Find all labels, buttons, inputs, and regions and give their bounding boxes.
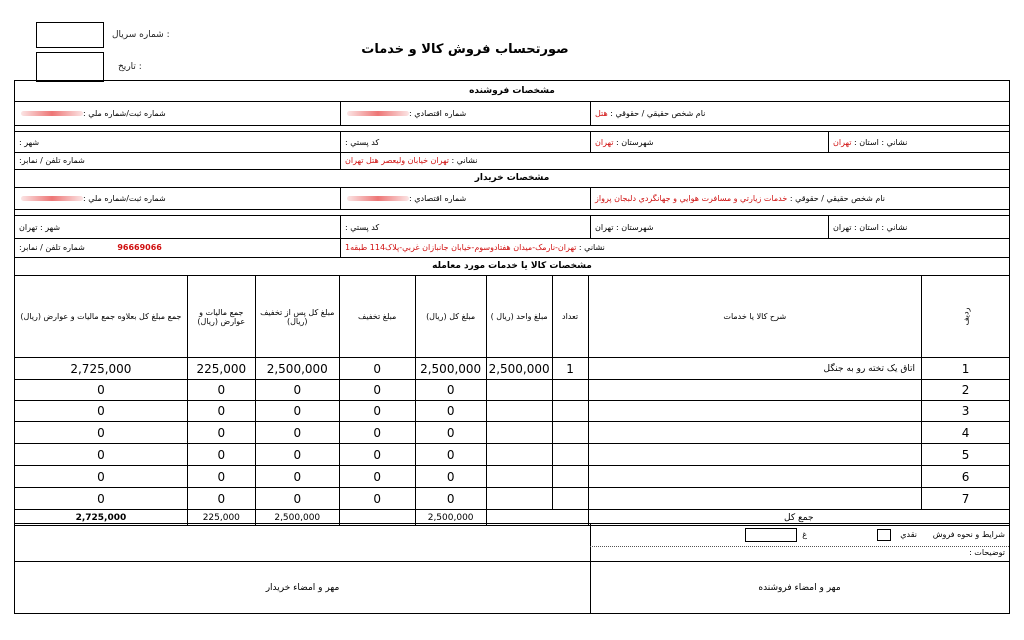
credit-input[interactable] <box>745 528 797 542</box>
cell-qty <box>552 466 588 488</box>
cell-unit <box>486 422 552 444</box>
cell-grand: 0 <box>15 401 188 422</box>
cell-after: 0 <box>255 444 339 466</box>
buyer-county-label: شهرستان : <box>615 222 654 232</box>
seller-county-value: تهران <box>595 137 614 147</box>
cell-unit <box>486 488 552 510</box>
cell-qty <box>552 444 588 466</box>
buyer-province-label: استان : <box>853 222 879 232</box>
buyer-signature-label: مهر و امضاء خريدار <box>265 582 340 593</box>
table-row <box>15 466 1010 488</box>
buyer-name-label: نام شخص حقيقي / حقوقي : <box>789 193 885 203</box>
sum-tax: 225,000 <box>187 510 255 526</box>
buyer-phone-label: شماره تلفن / نمابر: <box>19 242 85 252</box>
buyer-city-cell <box>15 216 348 238</box>
seller-postal-label: کد پستي : <box>345 137 380 147</box>
cell-after: 0 <box>255 488 339 510</box>
sum-after: 2,500,000 <box>255 510 339 526</box>
cell-discount: 0 <box>339 488 415 510</box>
cell-desc <box>588 488 921 510</box>
cell-discount: 0 <box>339 401 415 422</box>
table-row <box>15 380 1010 401</box>
table-row <box>15 444 1010 466</box>
buyer-county-value: تهران <box>595 222 614 232</box>
cell-after: 0 <box>255 466 339 488</box>
seller-full-address-value: تهران خيابان وليعصر هتل تهران <box>345 155 449 165</box>
items-header-row <box>15 276 1010 358</box>
seller-postal-cell <box>340 132 599 152</box>
cell-tax: 0 <box>187 422 255 444</box>
cell-row-number: 2 <box>922 380 1010 401</box>
cell-tax: 0 <box>187 466 255 488</box>
seller-signature-label: مهر و امضاء فروشنده <box>758 582 841 593</box>
seller-name-cell <box>590 101 1009 125</box>
cell-desc <box>588 380 921 401</box>
cell-unit <box>486 444 552 466</box>
cell-desc <box>588 444 921 466</box>
cell-total: 0 <box>415 466 486 488</box>
cell-qty: 1 <box>552 358 588 380</box>
cell-row-number: 5 <box>922 444 1010 466</box>
buyer-row-2 <box>15 215 1009 239</box>
cell-unit <box>486 380 552 401</box>
seller-province-value: تهران <box>833 137 852 147</box>
notes-label: توضيحات : <box>969 548 1005 557</box>
cell-tax: 0 <box>187 488 255 510</box>
redacted-mark <box>21 196 83 201</box>
table-row <box>15 422 1010 444</box>
buyer-row-3 <box>15 237 1009 258</box>
buyer-address-cell <box>340 237 1009 257</box>
terms-label: شرايط و نحوه فروش <box>932 530 1005 539</box>
serial-number-label: شماره سريال : <box>112 30 170 40</box>
cell-unit <box>486 401 552 422</box>
cell-unit: 2,500,000 <box>486 358 552 380</box>
col-desc: شرح کالا يا خدمات <box>588 276 921 358</box>
buyer-phone-cell <box>15 237 348 257</box>
cell-grand: 0 <box>15 488 188 510</box>
cell-grand: 0 <box>15 380 188 401</box>
cell-row-number: 3 <box>922 401 1010 422</box>
seller-phone-cell <box>15 151 348 169</box>
cell-desc <box>588 466 921 488</box>
seller-address-label: نشاني : <box>881 137 908 147</box>
buyer-reg-label: شماره ثبت/شماره ملي : <box>83 193 166 203</box>
invoice-title: صورتحساب فروش کالا و خدمات <box>361 42 569 57</box>
seller-county-cell <box>590 132 837 152</box>
buyer-city-value: تهران <box>19 222 38 232</box>
buyer-name-cell <box>590 187 1009 209</box>
cell-desc <box>588 401 921 422</box>
buyer-city-label: شهر : <box>39 222 61 232</box>
credit-label: غ <box>802 530 807 539</box>
buyer-row-1 <box>15 187 1009 210</box>
cell-row-number: 6 <box>922 466 1010 488</box>
cell-discount: 0 <box>339 380 415 401</box>
seller-city-label: شهر : <box>19 137 40 147</box>
cell-total: 0 <box>415 401 486 422</box>
seller-row-3 <box>15 151 1009 170</box>
cell-qty <box>552 422 588 444</box>
buyer-economic-label: شماره اقتصادي : <box>409 193 467 203</box>
invoice-frame <box>14 80 1010 614</box>
cell-grand: 0 <box>15 422 188 444</box>
cell-qty <box>552 401 588 422</box>
redacted-mark <box>347 196 409 201</box>
date-label: تاريخ : <box>118 62 142 72</box>
cell-unit <box>486 466 552 488</box>
cell-discount: 0 <box>339 466 415 488</box>
seller-full-address-label: نشاني : <box>451 155 478 165</box>
seller-address-cell <box>340 151 1009 169</box>
cell-qty <box>552 488 588 510</box>
buyer-province-value: تهران <box>833 222 852 232</box>
buyer-address-label: نشاني : <box>881 222 908 232</box>
cell-qty <box>552 380 588 401</box>
seller-city-cell <box>15 132 348 152</box>
terms-row <box>590 523 1009 547</box>
col-grand: جمع مبلغ کل بعلاوه جمع ماليات و عوارض (ريال) <box>15 276 188 358</box>
cell-discount: 0 <box>339 444 415 466</box>
cell-total: 0 <box>415 444 486 466</box>
buyer-section-title: مشخصات خريدار <box>15 169 1009 188</box>
buyer-province-cell <box>828 216 1009 238</box>
cell-after: 0 <box>255 422 339 444</box>
items-table <box>14 275 1010 526</box>
redacted-mark <box>347 111 409 116</box>
seller-signature-area[interactable] <box>590 562 1009 613</box>
cell-tax: 0 <box>187 444 255 466</box>
cell-after: 2,500,000 <box>255 358 339 380</box>
table-row <box>15 358 1010 380</box>
cell-total: 2,500,000 <box>415 358 486 380</box>
cell-after: 0 <box>255 380 339 401</box>
col-tax: جمع ماليات و عوارض (ريال) <box>187 276 255 358</box>
col-unit: مبلغ واحد (ريال ) <box>486 276 552 358</box>
cell-after: 0 <box>255 401 339 422</box>
buyer-full-address-label: نشاني : <box>578 242 605 252</box>
cell-row-number: 7 <box>922 488 1010 510</box>
sum-total: 2,500,000 <box>415 510 486 526</box>
buyer-full-address-value: تهران-نارمک-ميدان هفتادوسوم-خيابان جانبازان غربي-پلاک114 طبقه1 <box>345 242 577 252</box>
buyer-signature-area[interactable] <box>15 562 591 613</box>
cell-total: 0 <box>415 422 486 444</box>
cell-tax: 0 <box>187 401 255 422</box>
seller-county-label: شهرستان : <box>615 137 654 147</box>
seller-reg-cell <box>15 101 348 125</box>
buyer-name-value: خدمات زيارتي و مسافرت هوايي و جهانگردي دلبجان پرواز <box>595 193 788 203</box>
sum-grand: 2,725,000 <box>15 510 188 526</box>
cash-label: نقدي <box>900 530 917 539</box>
cell-total: 0 <box>415 488 486 510</box>
cell-row-number: 4 <box>922 422 1010 444</box>
col-row <box>922 276 1010 358</box>
seller-section-title: مشخصات فروشنده <box>15 81 1009 102</box>
cell-tax: 225,000 <box>187 358 255 380</box>
buyer-postal-label: کد پستي : <box>345 222 380 232</box>
col-discount: مبلغ تخفيف <box>339 276 415 358</box>
seller-name-label: نام شخص حقيقي / حقوقي : <box>610 108 706 118</box>
seller-economic-cell <box>340 101 591 125</box>
cell-row-number: 1 <box>922 358 1010 380</box>
buyer-phone-value: 96669066 <box>117 242 162 252</box>
cell-discount: 0 <box>339 358 415 380</box>
col-row-label: رديف <box>961 307 971 326</box>
seller-province-label: استان : <box>853 137 879 147</box>
seller-phone-label: شماره تلفن / نمابر: <box>19 155 85 165</box>
items-section-title: مشخصات کالا يا خدمات مورد معامله <box>15 257 1009 276</box>
col-after-discount: مبلغ کل پس از تخفيف (ريال) <box>255 276 339 358</box>
seller-economic-label: شماره اقتصادي : <box>409 108 467 118</box>
seller-reg-label: شماره ثبت/شماره ملي : <box>83 108 166 118</box>
sum-label: جمع کل <box>588 510 1009 526</box>
notes-row <box>590 545 1009 561</box>
seller-row-1 <box>15 101 1009 126</box>
redacted-mark <box>21 111 83 116</box>
footer-left-blank <box>15 523 591 562</box>
seller-province-cell <box>828 132 1009 152</box>
buyer-county-cell <box>590 216 837 238</box>
buyer-economic-cell <box>340 187 591 209</box>
cell-grand: 0 <box>15 444 188 466</box>
cell-grand: 2,725,000 <box>15 358 188 380</box>
buyer-postal-cell <box>340 216 599 238</box>
cell-tax: 0 <box>187 380 255 401</box>
date-box[interactable] <box>36 52 104 82</box>
serial-number-box[interactable] <box>36 22 104 48</box>
seller-name-value: هتل <box>595 108 608 118</box>
col-total: مبلغ کل (ريال) <box>415 276 486 358</box>
cell-grand: 0 <box>15 466 188 488</box>
table-row <box>15 488 1010 510</box>
col-qty: تعداد <box>552 276 588 358</box>
cell-total: 0 <box>415 380 486 401</box>
seller-row-2 <box>15 131 1009 153</box>
cell-desc: اتاق يک تخته رو به جنگل <box>588 358 921 380</box>
signature-row <box>15 561 1009 613</box>
buyer-reg-cell <box>15 187 348 209</box>
cell-discount: 0 <box>339 422 415 444</box>
cash-checkbox[interactable] <box>877 529 891 541</box>
table-row <box>15 401 1010 422</box>
cell-desc <box>588 422 921 444</box>
